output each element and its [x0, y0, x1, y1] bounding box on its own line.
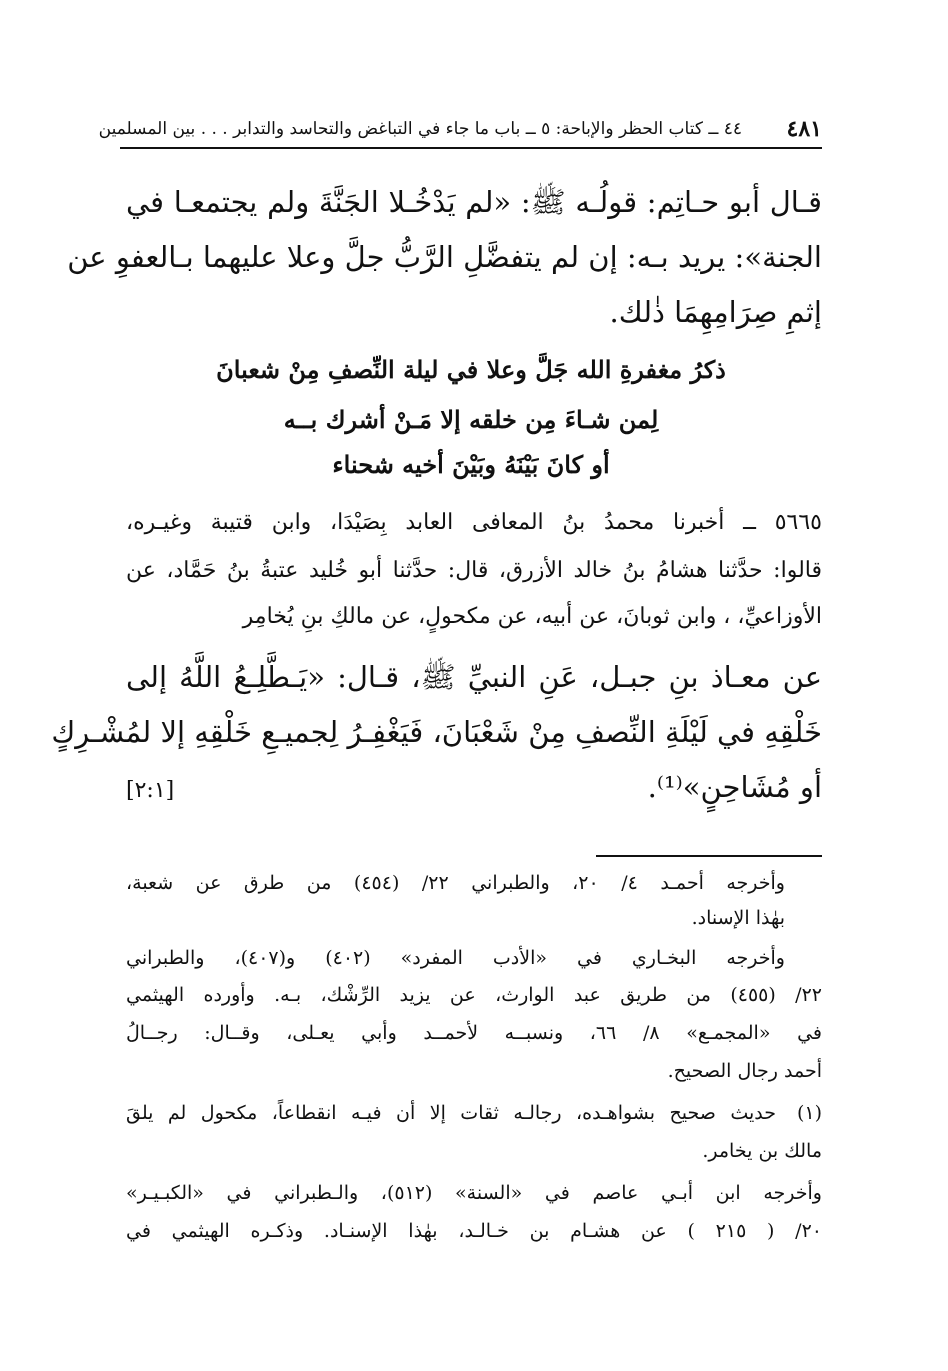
isnad-line-2: قالوا: حدَّثنا هشامُ بنُ خالد الأزرق، قال: حدَّثنا أبو خُليد عتبةُ بنُ حَمَّاد، عن — [126, 558, 822, 583]
commentary-line-1: قـال أبو حـاتِم: قولُـه ﷺ: «لم يَدْخُـلا الجَنَّةَ ولم يجتمعـا في — [126, 185, 822, 219]
footnote-1-line-4: ٢٠/ ( ٢١٥ ) عن هشـام بن خـالـد، بهٰذا الإسنـاد. وذكـره الهيثمي في — [126, 1220, 822, 1242]
chapter-heading-line-1: ذكرُ مغفرةِ الله جَلَّ وعلا في ليلة النِّصفِ مِنْ شعبانَ — [216, 355, 726, 384]
footnote-1-line-2: مالك بن يخامر. — [702, 1140, 822, 1162]
running-title: ٤٤ ــ كتاب الحظر والإباحة: ٥ ــ باب ما جاء في التباغض والتحاسد والتدابر . . . بين المسلمين — [98, 119, 742, 139]
hadith-text-line-1: عن معـاذ بنِ جبـل، عَنِ النبيِّ ﷺ، قـال: «يَـطَّلِـعُ اللَّهُ إلى — [126, 660, 822, 694]
footnote-rule — [596, 855, 822, 857]
header-rule — [120, 147, 822, 149]
footnote-line-6: أحمد رجال الصحيح. — [667, 1060, 822, 1082]
hadith-text-line-3: أو مُشَاحِنٍ»⁽¹⁾. — [647, 770, 822, 804]
footnote-line-3: وأخرجه البخـاري في «الأدب المفرد» (٤٠٢) و(٤٠٧)، والطبراني — [126, 947, 785, 969]
footnote-line-1: وأخرجه أحمـد ٤/ ٢٠، والطبراني ٢٢/ (٤٥٤) من طرق عن شعبة، — [126, 872, 785, 894]
running-header — [98, 116, 822, 146]
isnad-line-3: الأوزاعيِّ، ، وابن ثوبانَ، عن أبيه، عن مكحولٍ، عن مالكِ بنِ يُخامِر — [242, 604, 822, 629]
chapter-heading-line-2: لِمن شـاءَ مِن خلقه إلا مَـنْ أشرك بــه — [283, 405, 659, 434]
chapter-heading-line-3: أو كانَ بَيْنَهُ وبَيْنَ أخيه شحناء — [332, 450, 610, 479]
isnad-line-1: ٥٦٦٥ ــ أخبرنا محمدُ بنُ المعافى العابد بِصَيْدَا، وابن قتيبة وغيـره، — [126, 510, 822, 535]
hadith-text-line-2: خَلْقِهِ في لَيْلَةِ النِّصفِ مِنْ شَعْبَانَ، فَيَغْفِـرُ لِجميـعِ خَلْقِهِ إلا لمُشْـرِكٍ — [51, 715, 822, 749]
footnote-1-line-3: وأخرجه ابن أبـي عاصم في «السنة» (٥١٢)، والـطبراني في «الكبـيـر» — [126, 1182, 822, 1204]
footnote-line-5: في «المجمـع» ٨/ ٦٦، ونسبــه لأحمــد وأبي يعـلى، وقــال: رجــالُ — [126, 1022, 822, 1044]
commentary-line-3: إثمِ صِرَامِهِمَا ذٰلك. — [609, 295, 822, 329]
commentary-line-2: الجنة»: يريد بـه: إن لم يتفضَّلِ الرَّبُّ جلَّ وعلا عليهما بـالعفوِ عن — [67, 240, 822, 274]
footnote-1-line-1: حديث صحيح بشواهـده، رجالـه ثقات إلا أن فيـه انقطاعاً، مكحول لم يلقَ — [126, 1102, 776, 1124]
page-number: ٤٨١ — [786, 116, 822, 142]
hadith-reference-mark: [٢:١] — [126, 778, 175, 803]
footnote-line-4: ٢٢/ (٤٥٥) من طريق عبد الوارث، عن يزيد الرِّشْك، بـه. وأورده الهيثمي — [126, 984, 822, 1006]
footnote-line-2: بهٰذا الإسناد. — [691, 907, 785, 929]
footnote-1-number: (١) — [796, 1102, 822, 1124]
